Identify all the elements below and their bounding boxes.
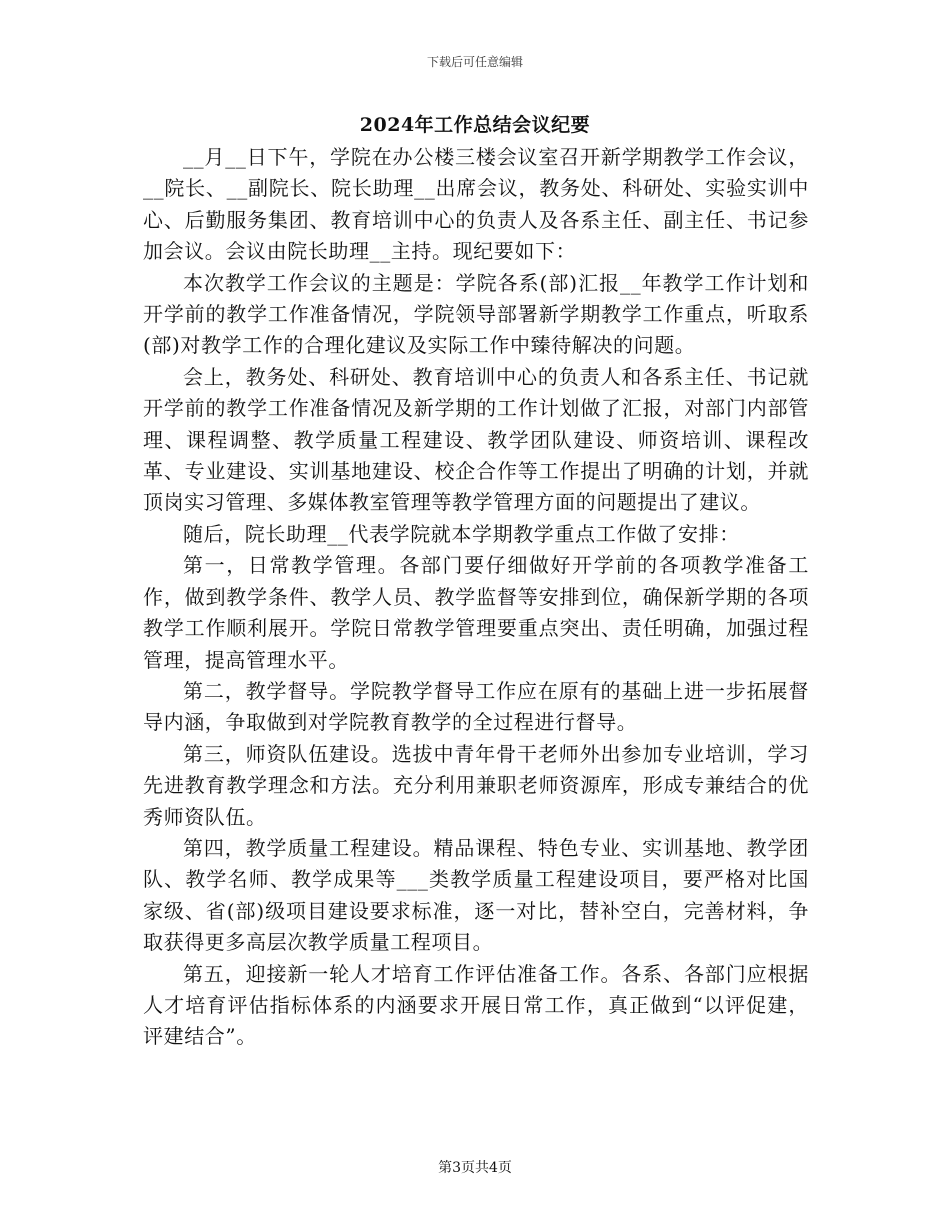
paragraph-meeting-intro: __月__日下午，学院在办公楼三楼会议室召开新学期教学工作会议，__院长、__副院长、院长助理__出席会议，教务处、科研处、实验实训中心、后勤服务集团、教育培训中心的负责人及各系主任、副主任、书记参加会议。会议由院长助理__主持。现纪要如下： xyxy=(143,145,809,264)
document-body xyxy=(143,142,809,1053)
document-title: 2024年工作总结会议纪要 xyxy=(359,114,591,136)
paragraph-item-4: 第四，教学质量工程建设。精品课程、特色专业、实训基地、教学团队、教学名师、教学成果等___类教学质量工程建设项目，要严格对比国家级、省(部)级项目建设要求标准，逐一对比，替补空白，完善材料，争取获得更多高层次教学质量工程项目。 xyxy=(143,835,809,955)
paragraph-item-5: 第五，迎接新一轮人才培育工作评估准备工作。各系、各部门应根据人才培育评估指标体系的内涵要求开展日常工作，真正做到“以评促建，评建结合”。 xyxy=(143,961,809,1049)
paragraph-item-2: 第二，教学督导。学院教学督导工作应在原有的基础上进一步拓展督导内涵，争取做到对学院教育教学的全过程进行督导。 xyxy=(143,678,809,735)
paragraph-item-3: 第三，师资队伍建设。选拔中青年骨干老师外出参加专业培训，学习先进教育教学理念和方法。充分利用兼职老师资源库，形成专兼结合的优秀师资队伍。 xyxy=(143,741,809,829)
page-number: 第3页共4页 xyxy=(438,1160,512,1176)
paragraph-arrangement-intro: 随后，院长助理__代表学院就本学期教学重点工作做了安排： xyxy=(183,521,740,546)
paragraph-item-1: 第一，日常教学管理。各部门要仔细做好开学前的各项教学准备工作，做到教学条件、教学人员、教学监督等安排到位，确保新学期的各项教学工作顺利展开。学院日常教学管理要重点突出、责任明确，加强过程管理，提高管理水平。 xyxy=(143,553,809,672)
paragraph-meeting-theme: 本次教学工作会议的主题是：学院各系(部)汇报__年教学工作计划和开学前的教学工作准备情况，学院领导部署新学期教学工作重点，听取系(部)对教学工作的合理化建议及实际工作中臻待解决的问题。 xyxy=(143,270,809,358)
paragraph-department-reports: 会上，教务处、科研处、教育培训中心的负责人和各系主任、书记就开学前的教学工作准备情况及新学期的工作计划做了汇报，对部门内部管理、课程调整、教学质量工程建设、教学团队建设、师资培训、课程改革、专业建设、实训基地建设、校企合作等工作提出了明确的计划，并就顶岗实习管理、多媒体教室管理等教学管理方面的问题提出了建议。 xyxy=(143,364,809,515)
page-header-note: 下载后可任意编辑 xyxy=(426,55,523,69)
